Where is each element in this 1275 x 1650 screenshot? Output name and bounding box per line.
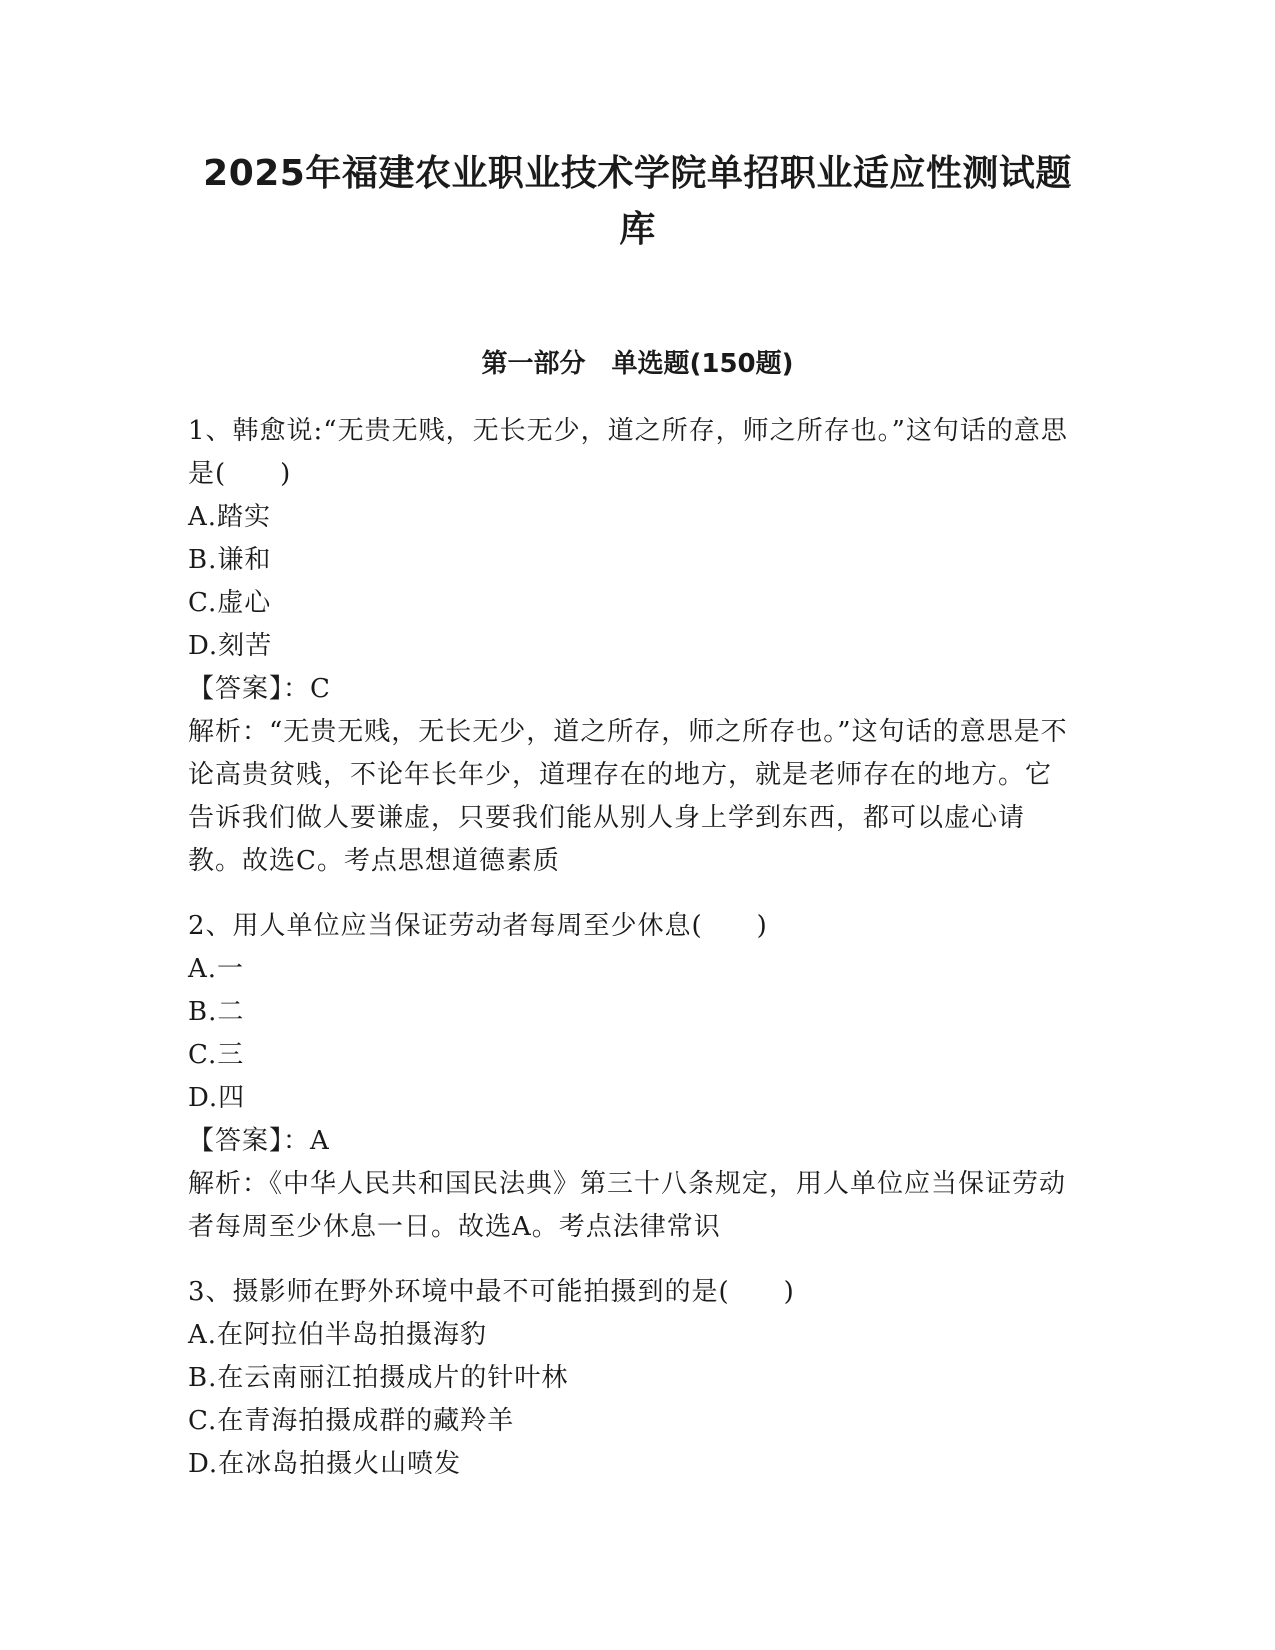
question-stem: 1、韩愈说:“无贵无贱，无长无少，道之所存，师之所存也。”这句话的意思是( )	[188, 416, 1068, 489]
option-d: D.刻苦	[188, 631, 273, 661]
option-c: C.虚心	[188, 588, 272, 618]
question-1	[188, 410, 1068, 883]
answer: 【答案】：C	[188, 674, 331, 704]
question-stem: 3、摄影师在野外环境中最不可能拍摄到的是( )	[188, 1277, 795, 1307]
document-title-line-1: 2025年福建农业职业技术学院单招职业适应性测试题	[203, 153, 1072, 194]
option-c: C.在青海拍摄成群的藏羚羊	[188, 1406, 515, 1436]
analysis: 解析：“无贵无贱，无长无少，道之所存，师之所存也。”这句话的意思是不论高贵贫贱，不论年长年少，道理存在的地方，就是老师存在的地方。它告诉我们做人要谦虚，只要我们能从别人身上学到东西，都可以虚心请教。故选C。考点思想道德素质	[188, 717, 1068, 876]
option-b: B.在云南丽江拍摄成片的针叶林	[188, 1363, 569, 1393]
option-b: B.二	[188, 997, 245, 1027]
question-3	[188, 1271, 1068, 1486]
analysis: 解析：《中华人民共和国民法典》第三十八条规定，用人单位应当保证劳动者每周至少休息一日。故选A。考点法律常识	[188, 1169, 1067, 1242]
option-d: D.在冰岛拍摄火山喷发	[188, 1449, 462, 1479]
question-list	[188, 410, 1068, 1508]
option-b: B.谦和	[188, 545, 272, 575]
question-stem: 2、用人单位应当保证劳动者每周至少休息( )	[188, 911, 768, 941]
question-2	[188, 905, 1068, 1249]
section-title: 第一部分 单选题(150题)	[481, 349, 794, 379]
answer: 【答案】：A	[188, 1126, 330, 1156]
option-a: A.在阿拉伯半岛拍摄海豹	[188, 1320, 488, 1350]
option-a: A.一	[188, 954, 245, 984]
document-title	[185, 146, 1090, 258]
document-title-line-2: 库	[619, 209, 656, 250]
option-c: C.三	[188, 1040, 245, 1070]
option-a: A.踏实	[188, 502, 272, 532]
option-d: D.四	[188, 1083, 246, 1113]
